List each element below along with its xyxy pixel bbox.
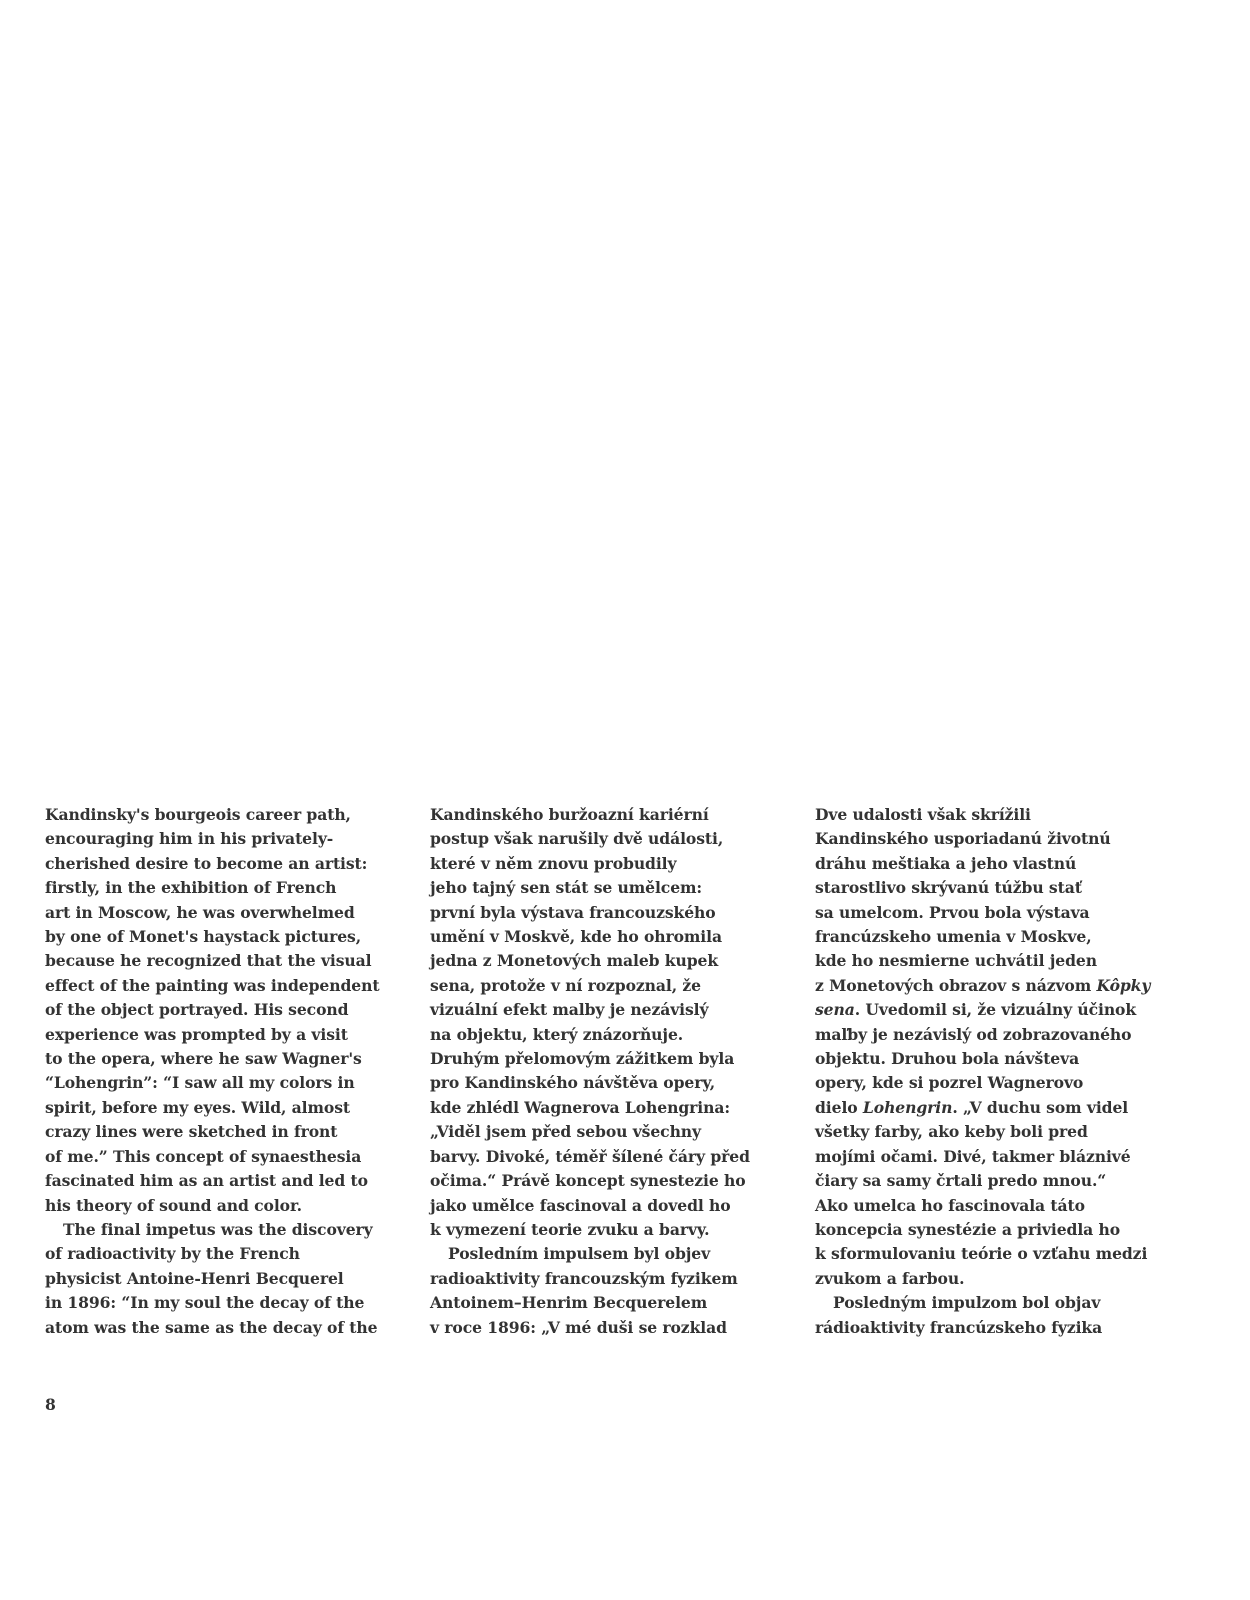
- text-run: z Monetových obrazov s názvom: [815, 975, 1097, 995]
- text-line: Posledním impulsem byl objev: [448, 1244, 711, 1264]
- text-line: k vymezení teorie zvuku a barvy.: [430, 1219, 710, 1239]
- text-line: crazy lines were sketched in front: [45, 1122, 338, 1142]
- text-line: sena, protože v ní rozpoznal, že: [430, 975, 701, 995]
- text-line: francúzskeho umenia v Moskve,: [815, 927, 1092, 947]
- text-column-czech: [430, 803, 775, 1340]
- text-column-slovak: [815, 803, 1160, 1340]
- text-line: cherished desire to become an artist:: [45, 853, 368, 873]
- text-line: [815, 998, 1160, 1022]
- text-line: opery, kde si pozrel Wagnerovo: [815, 1073, 1084, 1093]
- text-run: . Uvedomil si, že vizuálny účinok: [854, 1000, 1137, 1020]
- text-line: jako umělce fascinoval a dovedl ho: [430, 1195, 731, 1215]
- text-line: pro Kandinského návštěva opery,: [430, 1073, 716, 1093]
- text-line: „Viděl jsem před sebou všechny: [430, 1122, 702, 1142]
- text-line: očima.“ Právě koncept synestezie ho: [430, 1171, 746, 1191]
- text-line: firstly, in the exhibition of French: [45, 878, 337, 898]
- text-line: The final impetus was the discovery: [63, 1219, 373, 1239]
- text-line: objektu. Druhou bola návšteva: [815, 1049, 1080, 1069]
- text-line: physicist Antoine-Henri Becquerel: [45, 1268, 344, 1288]
- text-line: because he recognized that the visual: [45, 951, 372, 971]
- opera-title-italic: Lohengrin: [862, 1097, 953, 1117]
- text-line: Dve udalosti však skrížili: [815, 805, 1031, 824]
- text-line: mojími očami. Divé, takmer bláznivé: [815, 1146, 1131, 1166]
- text-line: radioaktivity francouzským fyzikem: [430, 1268, 738, 1288]
- text-line: spirit, before my eyes. Wild, almost: [45, 1097, 350, 1117]
- text-line: experience was prompted by a visit: [45, 1024, 348, 1044]
- text-line: Kandinského buržoazní kariérní: [430, 805, 709, 824]
- text-line: kde ho nesmierne uchvátil jeden: [815, 951, 1097, 971]
- text-line: in 1896: “In my soul the decay of the: [45, 1293, 365, 1313]
- text-line: postup však narušily dvě události,: [430, 829, 724, 849]
- text-line: by one of Monet's haystack pictures,: [45, 927, 362, 947]
- text-line: Antoinem–Henrim Becquerelem: [430, 1293, 708, 1313]
- text-line: jeho tajný sen stát se umělcem:: [430, 878, 703, 898]
- text-line: Posledným impulzom bol objav: [833, 1293, 1101, 1313]
- text-line: dráhu meštiaka a jeho vlastnú: [815, 853, 1077, 873]
- text-line: of radioactivity by the French: [45, 1244, 300, 1264]
- text-line: které v něm znovu probudily: [430, 853, 677, 873]
- text-line: encouraging him in his privately-: [45, 829, 334, 849]
- artwork-title-italic: sena: [815, 1000, 855, 1020]
- text-line: na objektu, který znázorňuje.: [430, 1024, 684, 1044]
- text-line: his theory of sound and color.: [45, 1195, 302, 1215]
- text-line: fascinated him as an artist and led to: [45, 1171, 368, 1191]
- text-line: “Lohengrin”: “I saw all my colors in: [45, 1073, 355, 1093]
- text-line: of me.” This concept of synaesthesia: [45, 1146, 362, 1166]
- text-line: všetky farby, ako keby boli pred: [815, 1122, 1088, 1142]
- text-run: . „V duchu som videl: [952, 1097, 1129, 1117]
- page-number: 8: [45, 1395, 56, 1414]
- text-line: Druhým přelomovým zážitkem byla: [430, 1049, 735, 1069]
- text-line: zvukom a farbou.: [815, 1268, 965, 1288]
- text-line: maľby je nezávislý od zobrazovaného: [815, 1024, 1132, 1044]
- text-line: kde zhlédl Wagnerova Lohengrina:: [430, 1097, 730, 1117]
- artwork-title-italic: Kôpky: [1096, 975, 1151, 995]
- text-line: k sformulovaniu teórie o vzťahu medzi: [815, 1244, 1148, 1264]
- text-line: Kandinského usporiadanú životnú: [815, 829, 1111, 849]
- text-line: koncepcia synestézie a priviedla ho: [815, 1219, 1121, 1239]
- text-line: jedna z Monetových maleb kupek: [430, 951, 719, 971]
- text-line: [815, 1096, 1160, 1120]
- text-line: první byla výstava francouzského: [430, 902, 716, 922]
- text-line: barvy. Divoké, téměř šílené čáry před: [430, 1146, 750, 1166]
- text-line: v roce 1896: „V mé duši se rozklad: [430, 1317, 727, 1337]
- text-line: Kandinsky's bourgeois career path,: [45, 805, 351, 824]
- text-line: umění v Moskvě, kde ho ohromila: [430, 927, 722, 947]
- text-line: Ako umelca ho fascinovala táto: [815, 1195, 1085, 1215]
- text-line: of the object portrayed. His second: [45, 1000, 349, 1020]
- text-line: rádioaktivity francúzskeho fyzika: [815, 1317, 1103, 1337]
- text-line: [815, 974, 1160, 998]
- text-line: to the opera, where he saw Wagner's: [45, 1049, 362, 1069]
- text-line: čiary sa samy črtali predo mnou.“: [815, 1171, 1107, 1191]
- text-line: atom was the same as the decay of the: [45, 1317, 378, 1337]
- text-line: effect of the painting was independent: [45, 975, 380, 995]
- text-line: sa umelcom. Prvou bola výstava: [815, 902, 1090, 922]
- text-run: dielo: [815, 1097, 863, 1117]
- text-column-english: [45, 803, 390, 1340]
- text-line: art in Moscow, he was overwhelmed: [45, 902, 355, 922]
- text-line: vizuální efekt malby je nezávislý: [430, 1000, 709, 1020]
- text-line: starostlivo skrývanú túžbu stať: [815, 878, 1082, 898]
